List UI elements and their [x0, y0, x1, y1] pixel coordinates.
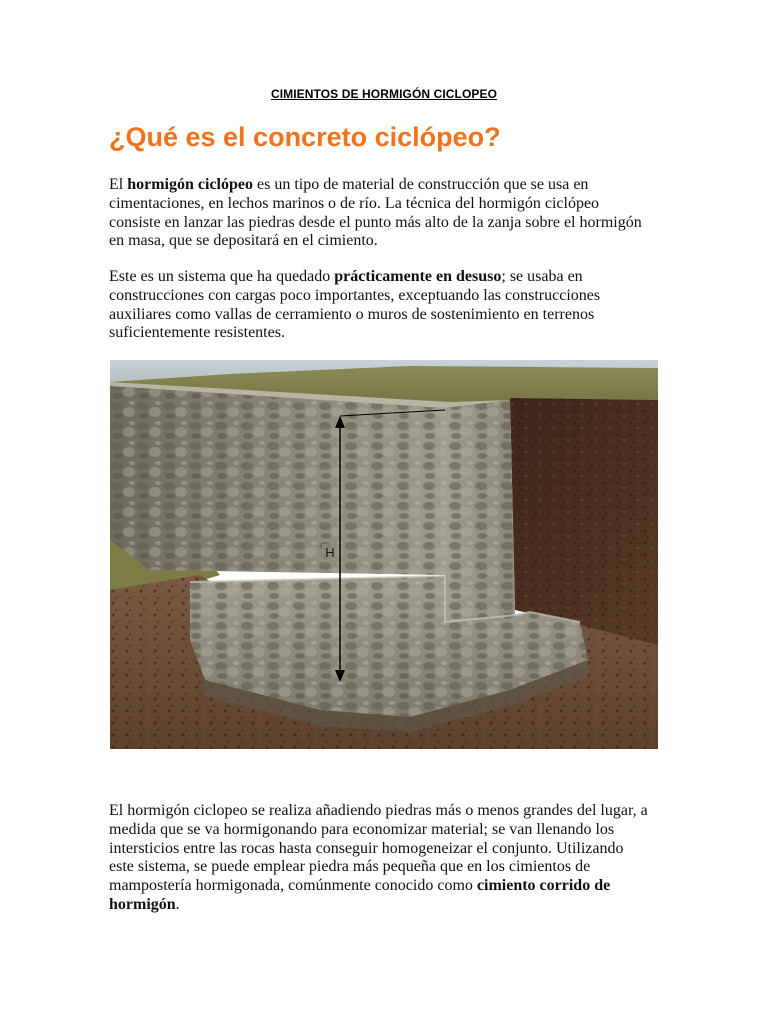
dimension-label-h: H — [325, 545, 335, 560]
paragraph-definition — [109, 176, 649, 251]
paragraph-text: El — [109, 176, 128, 193]
paragraph-text: . — [175, 895, 180, 913]
paragraph-text: El hormigón ciclopeo se realiza añadiendo piedras más o menos grandes del lugar, a medida que se va hormigonando para economizar material; se van llenando los intersticios entre las rocas hasta conseguir homogeneizar el conjunto. Utilizando este sistema, se puede emplear piedra más pequeña que en los cimientos de mampostería hormigonada, comúnmente conocido como — [109, 802, 648, 895]
bold-term: hormigón ciclópeo — [127, 176, 253, 193]
foundation-illustration-svg — [110, 360, 658, 749]
paragraph-text: ; se usaba en construcciones con cargas poco importantes, exceptuando las construcciones auxiliares como vallas de cerramiento o muros de sostenimiento en terrenos suficientemente resistentes. — [109, 268, 601, 342]
section-heading: ¿Qué es el concreto ciclópeo? — [109, 122, 501, 152]
paragraph-text: es un tipo de material de construcción que se usa en cimentaciones, en lechos marinos o de río. La técnica del hormigón ciclópeo consiste en lanzar las piedras desde el punto más alto de la zanja sobre el hormigón en masa, que se depositará en el cimiento. — [109, 176, 642, 250]
paragraph-usage — [109, 268, 649, 343]
foundation-illustration — [110, 360, 658, 749]
paragraph-text: Este es un sistema que ha quedado — [109, 268, 335, 285]
document-title: CIMIENTOS DE HORMIGÓN CICLOPEO — [270, 87, 498, 101]
bold-term: cimiento corrido de hormigón — [109, 877, 611, 913]
paragraph-process — [109, 802, 649, 915]
bold-term: prácticamente en desuso — [334, 268, 502, 285]
